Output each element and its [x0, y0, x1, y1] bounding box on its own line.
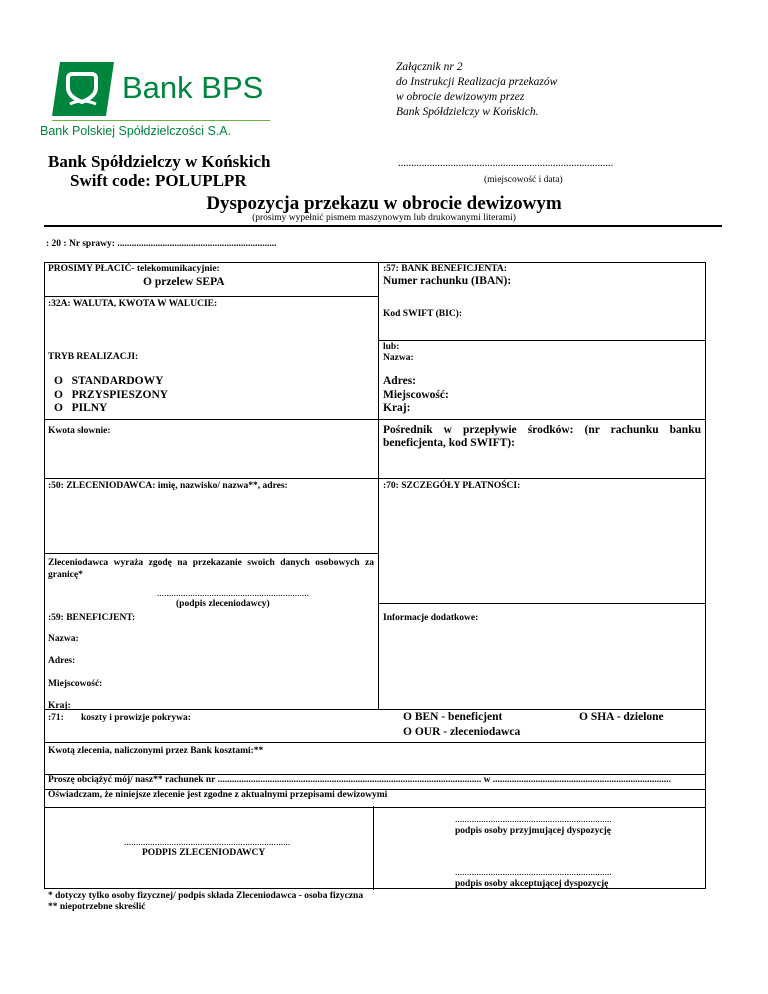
- costs-label: koszty i prowizje pokrywa:: [81, 713, 191, 723]
- client-signature-caption: PODPIS ZLECENIODAWCY: [142, 848, 266, 858]
- mode-urgent-label: PILNY: [71, 402, 108, 414]
- bank-logo-icon: [52, 62, 114, 116]
- row-line: [44, 742, 706, 743]
- footnote-1: * dotyczy tylko osoby fizycznej/ podpis składa Zleceniodawca - osoba fizyczna: [48, 891, 364, 901]
- signature-divider: [373, 806, 374, 890]
- mode-express-option[interactable]: [54, 389, 168, 403]
- place-date-caption: (miejscowość i data): [484, 175, 563, 185]
- beneficiary-address-label: Adres:: [48, 656, 76, 666]
- swift-bic-label: Kod SWIFT (BIC):: [383, 309, 463, 319]
- mode-express-label: PRZYSPIESZONY: [71, 388, 169, 401]
- row-line: [378, 603, 706, 604]
- radio-icon: O: [54, 388, 63, 401]
- beneficiary-label: :59: BENEFICJENT:: [48, 613, 136, 623]
- title-rule: [44, 225, 722, 227]
- cost-ben-option[interactable]: O BEN - beneficjent: [403, 711, 503, 723]
- form-title: Dyspozycja przekazu w obrocie dewizowym: [206, 193, 562, 214]
- intermediary-label: Pośrednik w przepływie środków: (nr rachunku banku beneficjenta, kod SWIFT):: [383, 424, 701, 449]
- issuer-name: Bank Spółdzielczy w Końskich: [48, 152, 271, 171]
- radio-icon: O: [54, 375, 63, 387]
- footnote-2: ** niepotrzebne skreślić: [48, 902, 146, 912]
- cost-sha-option[interactable]: O SHA - dzielone: [579, 711, 664, 723]
- mode-standard-option[interactable]: [54, 375, 168, 389]
- bank-logo: [40, 62, 282, 138]
- bank-address-block: [383, 375, 449, 416]
- attachment-note: [396, 60, 557, 120]
- mode-urgent-option[interactable]: [54, 402, 168, 416]
- client-signature-field[interactable]: ......................................................................: [124, 838, 291, 848]
- receiver-signature-field[interactable]: ..................................................................: [455, 815, 612, 825]
- logo-divider: [52, 120, 270, 121]
- radio-icon: O: [54, 402, 63, 414]
- consent-text: Zleceniodawca wyraża zgodę na przekazanie swoich danych osobowych za granicę*: [48, 558, 374, 580]
- orderer-signature-field[interactable]: ................................................................: [157, 589, 309, 599]
- row-line: [44, 296, 378, 297]
- place-date-field[interactable]: ..................................................................................: [398, 158, 614, 169]
- bank-city-label: Miejscowość:: [383, 388, 449, 401]
- currency-amount-label: :32A: WALUTA, KWOTA W WALUCIE:: [48, 299, 218, 309]
- mode-options: [54, 375, 168, 416]
- approver-signature-caption: podpis osoby akceptującej dyspozycję: [455, 879, 609, 889]
- or-label: lub:: [383, 342, 400, 352]
- beneficiary-bank-label: :57: BANK BENEFICJENTA:: [383, 264, 507, 274]
- form-subtitle: (prosimy wypełnić pismem maszynowym lub drukowanymi literami): [252, 213, 516, 223]
- form-frame: [44, 262, 706, 808]
- bank-logo-fullname: Bank Polskiej Spółdzielczości S.A.: [40, 124, 232, 138]
- bank-name-label: Nazwa:: [383, 353, 414, 363]
- row-line: [44, 553, 378, 554]
- bank-address-label: Adres:: [383, 375, 417, 387]
- amount-words-label: Kwota słownie:: [48, 426, 111, 436]
- extra-info-label: Informacje dodatkowe:: [383, 613, 479, 623]
- costs-code: :71:: [48, 713, 64, 723]
- receiver-signature-caption: podpis osoby przyjmującej dyspozycję: [455, 826, 611, 836]
- bank-logo-name: Bank BPS: [122, 70, 264, 105]
- row-line: [378, 340, 706, 341]
- amount-costs-label: Kwotą zlecenia, naliczonymi przez Bank kosztami:**: [48, 746, 264, 756]
- sepa-option[interactable]: O przelew SEPA: [143, 276, 225, 288]
- pay-label: PROSIMY PŁACIĆ- telekomunikacyjnie:: [48, 264, 220, 274]
- attachment-line: w obrocie dewizowym przez: [396, 91, 525, 103]
- attachment-line: do Instrukcji Realizacja przekazów: [396, 76, 558, 88]
- beneficiary-city-label: Miejscowość:: [48, 679, 103, 689]
- attachment-line: Załącznik nr 2: [396, 61, 463, 73]
- mode-standard-label: STANDARDOWY: [71, 375, 164, 387]
- payment-details-label: :70: SZCZEGÓŁY PŁATNOŚCI:: [383, 481, 521, 491]
- beneficiary-name-label: Nazwa:: [48, 634, 79, 644]
- row-line: [44, 709, 706, 710]
- row-line: [44, 478, 706, 479]
- approver-signature-field[interactable]: ..................................................................: [455, 868, 612, 878]
- mode-label: TRYB REALIZACJI:: [48, 352, 139, 362]
- declaration-text: Oświadczam, że niniejsze zlecenie jest zgodne z aktualnymi przepisami dewizowymi: [48, 790, 388, 800]
- iban-label: Numer rachunku (IBAN):: [383, 275, 512, 287]
- attachment-line: Bank Spółdzielczy w Końskich.: [396, 106, 539, 118]
- cost-our-option[interactable]: O OUR - zleceniodawca: [403, 726, 521, 738]
- issuer-swift: Swift code: POLUPLPR: [70, 171, 247, 190]
- case-number-field[interactable]: : 20 : Nr sprawy: ...................................................................: [46, 239, 277, 249]
- debit-account-field[interactable]: Proszę obciążyć mój/ nasz** rachunek nr ............................................................................................................... w ...........................................................................: [48, 775, 671, 785]
- beneficiary-country-label: Kraj:: [48, 701, 71, 711]
- row-line: [44, 419, 706, 420]
- orderer-label: :50: ZLECENIODAWCA: imię, nazwisko/ nazwa**, adres:: [48, 481, 288, 491]
- orderer-signature-caption: (podpis zleceniodawcy): [176, 599, 270, 609]
- bank-country-label: Kraj:: [383, 402, 411, 414]
- column-divider: [378, 262, 379, 709]
